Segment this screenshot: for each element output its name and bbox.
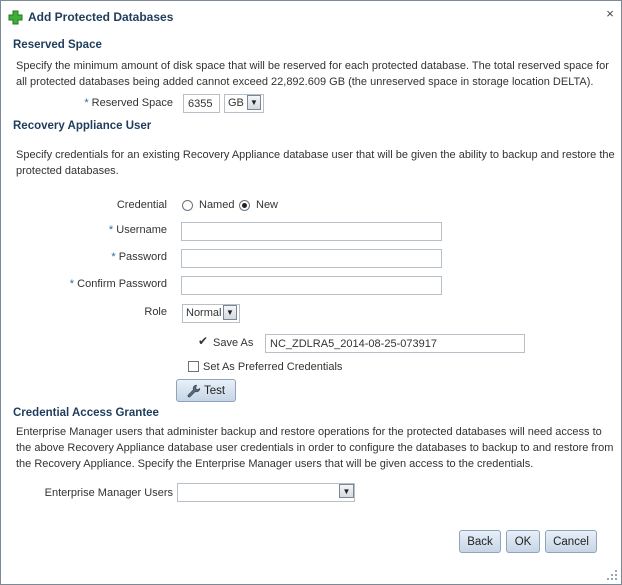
em-users-label: Enterprise Manager Users <box>44 487 173 499</box>
username-label-text: Username <box>116 224 167 236</box>
reserved-space-input[interactable] <box>183 94 220 113</box>
em-users-select[interactable] <box>177 483 355 502</box>
reserved-space-heading: Reserved Space <box>13 39 102 51</box>
back-button[interactable] <box>459 530 501 553</box>
back-button-label: Back <box>467 535 493 548</box>
confirm-password-label <box>41 278 167 290</box>
password-label <box>61 251 167 263</box>
wrench-icon <box>187 384 201 398</box>
password-input[interactable] <box>181 249 442 268</box>
dialog-title: Add Protected Databases <box>28 10 174 24</box>
required-marker: * <box>84 97 89 109</box>
cancel-button[interactable] <box>545 530 597 553</box>
test-button[interactable] <box>176 379 236 402</box>
save-as-checkmark-icon[interactable]: ✔ <box>198 334 209 348</box>
credential-new-label: New <box>256 199 279 211</box>
ok-button[interactable] <box>506 530 540 553</box>
chevron-down-icon[interactable]: ▼ <box>247 95 261 110</box>
save-as-label: Save As <box>213 337 254 349</box>
reserved-space-label-text: Reserved Space <box>91 97 173 109</box>
radio-selected-dot <box>242 203 247 208</box>
credential-new-radio[interactable] <box>239 200 250 211</box>
required-marker: * <box>108 224 114 236</box>
reserved-space-label <box>61 97 173 109</box>
password-label-text: Password <box>118 251 167 263</box>
add-plus-icon <box>8 10 23 25</box>
close-icon[interactable]: × <box>606 6 614 21</box>
grantee-heading: Credential Access Grantee <box>13 407 159 419</box>
save-as-input[interactable] <box>265 334 525 353</box>
role-select-value: Normal <box>186 307 222 319</box>
cancel-button-label: Cancel <box>553 535 589 548</box>
username-input[interactable] <box>181 222 442 241</box>
resize-grip-icon[interactable] <box>605 568 619 582</box>
role-label: Role <box>144 306 167 318</box>
chevron-down-icon[interactable]: ▼ <box>339 484 354 498</box>
confirm-password-input[interactable] <box>181 276 442 295</box>
test-button-label: Test <box>203 384 226 397</box>
reserved-space-unit-value: GB <box>228 97 244 109</box>
chevron-down-icon[interactable]: ▼ <box>223 305 237 320</box>
appliance-user-heading: Recovery Appliance User <box>13 120 152 132</box>
credential-named-label: Named <box>199 199 235 211</box>
required-marker: * <box>69 278 75 290</box>
appliance-user-description: Specify credentials for an existing Recovery Appliance database user that will be given the ability to backup and restore the protected databases. <box>16 149 615 177</box>
confirm-password-label-text: Confirm Password <box>77 278 167 290</box>
preferred-credentials-checkbox[interactable] <box>188 361 199 372</box>
credential-named-radio[interactable] <box>182 200 193 211</box>
ok-button-label: OK <box>514 535 532 548</box>
preferred-credentials-label: Set As Preferred Credentials <box>203 361 343 373</box>
reserved-space-description: Specify the minimum amount of disk space that will be reserved for each protected database. The total reserved space for all protected databases being added cannot exceed 22,892.609 GB (the unreserved space in storage location DELTA). <box>16 60 609 88</box>
credential-label: Credential <box>116 199 167 211</box>
username-label <box>61 224 167 236</box>
required-marker: * <box>111 251 116 263</box>
grantee-description: Enterprise Manager users that administer backup and restore operations for the protected databases will need access to the above Recovery Appliance database user credentials in order to configure the databases to backup to and restore from the Recovery Appliance. Specify the Enterprise Manager users that will be given access to the credentials. <box>16 426 614 470</box>
